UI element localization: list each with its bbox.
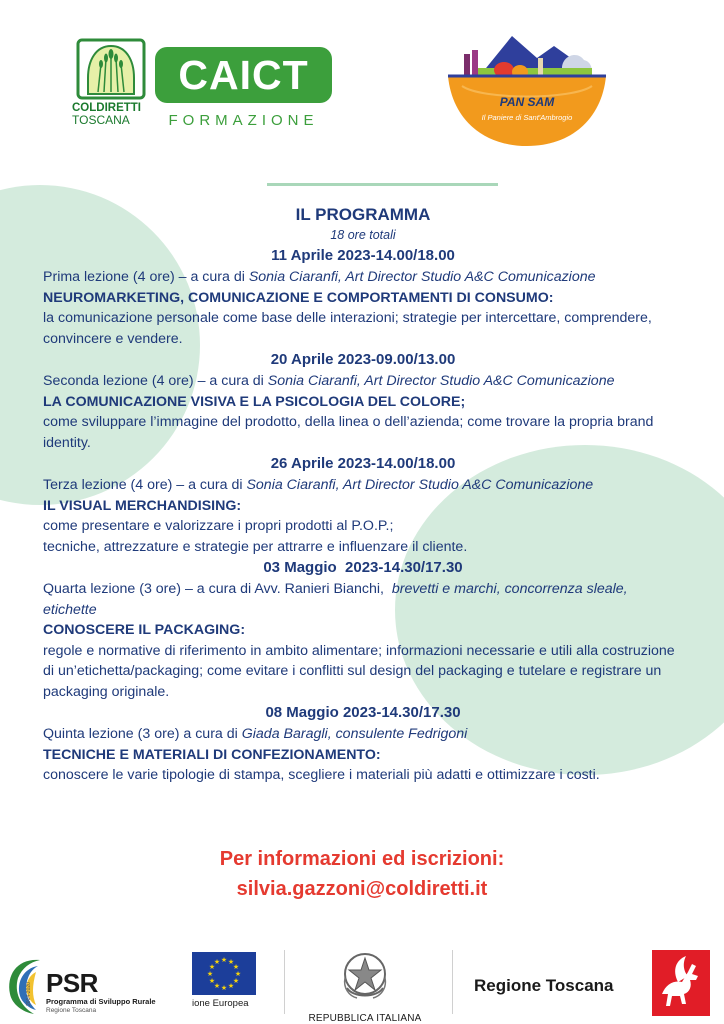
lesson-2	[43, 349, 683, 453]
lesson-description-2: tecniche, attrezzature e strategie per attrarre e influenzare il cliente.	[43, 538, 468, 555]
regione-toscana-label: Regione Toscana	[474, 976, 614, 995]
repubblica-logo	[300, 948, 430, 1024]
lesson-info	[43, 475, 683, 496]
lesson-date: 20 Aprile 2023-09.00/13.00	[270, 351, 456, 368]
caict-subtitle: FORMAZIONE	[168, 112, 319, 129]
caict-title: CAICT	[155, 47, 332, 103]
svg-text:★: ★	[232, 963, 240, 971]
lesson-topic: TECNICHE E MATERIALI DI CONFEZIONAMENTO:	[43, 746, 381, 763]
lesson-info	[43, 579, 683, 620]
psr-subtitle: Programma di Sviluppo Rurale	[46, 997, 156, 1006]
repubblica-label: REPUBBLICA ITALIANA	[308, 1013, 422, 1024]
lesson-teacher: Sonia Ciaranfi, Art Director Studio A&C Comunicazione	[246, 477, 594, 493]
psr-region: Regione Toscana	[46, 1007, 97, 1014]
lesson-teacher: Sonia Ciaranfi, Art Director Studio A&C Comunicazione	[248, 269, 596, 285]
svg-text:★: ★	[227, 958, 235, 966]
contact-email-link[interactable]: silvia.gazzoni@coldiretti.it	[236, 878, 488, 900]
lesson-4	[43, 557, 683, 702]
lesson-info-plain: Prima lezione (4 ore) – a cura di	[43, 269, 249, 285]
pansam-logo	[442, 28, 612, 150]
lesson-description: come sviluppare l’immagine del prodotto, della linea o dell’azienda; come trovare la propria brand identity.	[43, 414, 654, 451]
lesson-info-plain: Quarta lezione (3 ore) – a cura di Avv. Ranieri Bianchi,	[43, 581, 392, 597]
svg-text:★: ★	[213, 982, 221, 990]
lesson-teacher: brevetti e marchi, concorrenza sleale, etichette	[43, 581, 628, 618]
svg-text:★: ★	[213, 958, 221, 966]
lesson-topic: NEUROMARKETING, COMUNICAZIONE E COMPORTAMENTI DI CONSUMO:	[43, 289, 554, 306]
svg-text:★: ★	[220, 984, 228, 992]
lesson-teacher: Sonia Ciaranfi, Art Director Studio A&C Comunicazione	[267, 373, 615, 389]
footer-divider	[452, 950, 453, 1014]
footer-logos	[0, 940, 724, 1024]
coldiretti-region: TOSCANA	[72, 113, 130, 127]
svg-text:★: ★	[208, 977, 216, 985]
svg-text:★: ★	[206, 970, 214, 978]
lesson-date: 11 Aprile 2023-14.00/18.00	[271, 247, 455, 264]
lesson-1	[43, 245, 683, 349]
svg-text:★: ★	[234, 970, 242, 978]
coldiretti-logo	[72, 38, 150, 127]
svg-text:★: ★	[232, 977, 240, 985]
total-hours: 18 ore totali	[330, 228, 396, 242]
lesson-description: regole e normative di riferimento in ambito alimentare; informazioni necessarie e utili alla costruzione di un’etichetta/packaging; come evitare i conflitti sul design del packaging e tutelare e registrare un packaging originale.	[43, 642, 675, 700]
lesson-3	[43, 453, 683, 557]
pegasus-icon	[652, 950, 710, 1016]
lesson-date: 03 Maggio 2023-14.30/17.30	[263, 559, 463, 576]
coldiretti-name: COLDIRETTI	[72, 102, 141, 114]
lesson-teacher: Giada Baragli, consulente Fedrigoni	[241, 726, 468, 742]
psr-logo	[4, 948, 160, 1018]
pansam-title: PAN SAM	[499, 95, 555, 109]
italian-emblem-icon	[300, 948, 430, 1009]
footer-divider	[284, 950, 285, 1014]
eu-flag-icon	[192, 952, 256, 995]
eu-label: ione Europea	[192, 998, 249, 1009]
contact-section	[0, 844, 724, 904]
lesson-info-plain: Seconda lezione (4 ore) – a cura di	[43, 373, 268, 389]
pansam-subtitle: Il Paniere di Sant'Ambrogio	[481, 113, 573, 122]
lesson-info	[43, 267, 683, 288]
title-divider	[267, 183, 498, 186]
program-title: IL PROGRAMMA	[295, 205, 431, 224]
contact-heading: Per informazioni ed iscrizioni:	[219, 848, 505, 870]
lesson-topic: LA COMUNICAZIONE VISIVA E LA PSICOLOGIA DEL COLORE;	[43, 393, 466, 410]
lesson-date: 08 Maggio 2023-14.30/17.30	[265, 704, 461, 721]
lesson-date: 26 Aprile 2023-14.00/18.00	[270, 455, 456, 472]
lesson-description: conoscere le varie tipologie di stampa, scegliere i materiali più adatti e ottimizzare i costi.	[43, 767, 600, 783]
lesson-info	[43, 724, 683, 745]
svg-text:★: ★	[220, 956, 228, 964]
caict-logo	[155, 47, 332, 129]
program-section	[43, 204, 683, 786]
svg-text:★: ★	[208, 963, 216, 971]
lesson-topic: IL VISUAL MERCHANDISING:	[43, 497, 242, 514]
lesson-info-plain: Quinta lezione (3 ore) a cura di	[43, 726, 242, 742]
lesson-topic: CONOSCERE IL PACKAGING:	[43, 622, 246, 638]
psr-years: 2014-2020	[26, 982, 32, 1006]
lesson-info	[43, 371, 683, 392]
wheat-icon	[76, 38, 146, 100]
psr-title: PSR	[46, 968, 98, 998]
lesson-description: come presentare e valorizzare i propri prodotti al P.O.P.;	[43, 518, 394, 534]
lesson-info-plain: Terza lezione (4 ore) – a cura di	[43, 477, 247, 493]
lesson-5	[43, 702, 683, 786]
svg-text:★: ★	[227, 982, 235, 990]
eu-logo	[192, 952, 262, 1009]
lesson-description: la comunicazione personale come base delle interazioni; strategie per intercettare, comprendere, convincere e vendere.	[43, 310, 652, 347]
